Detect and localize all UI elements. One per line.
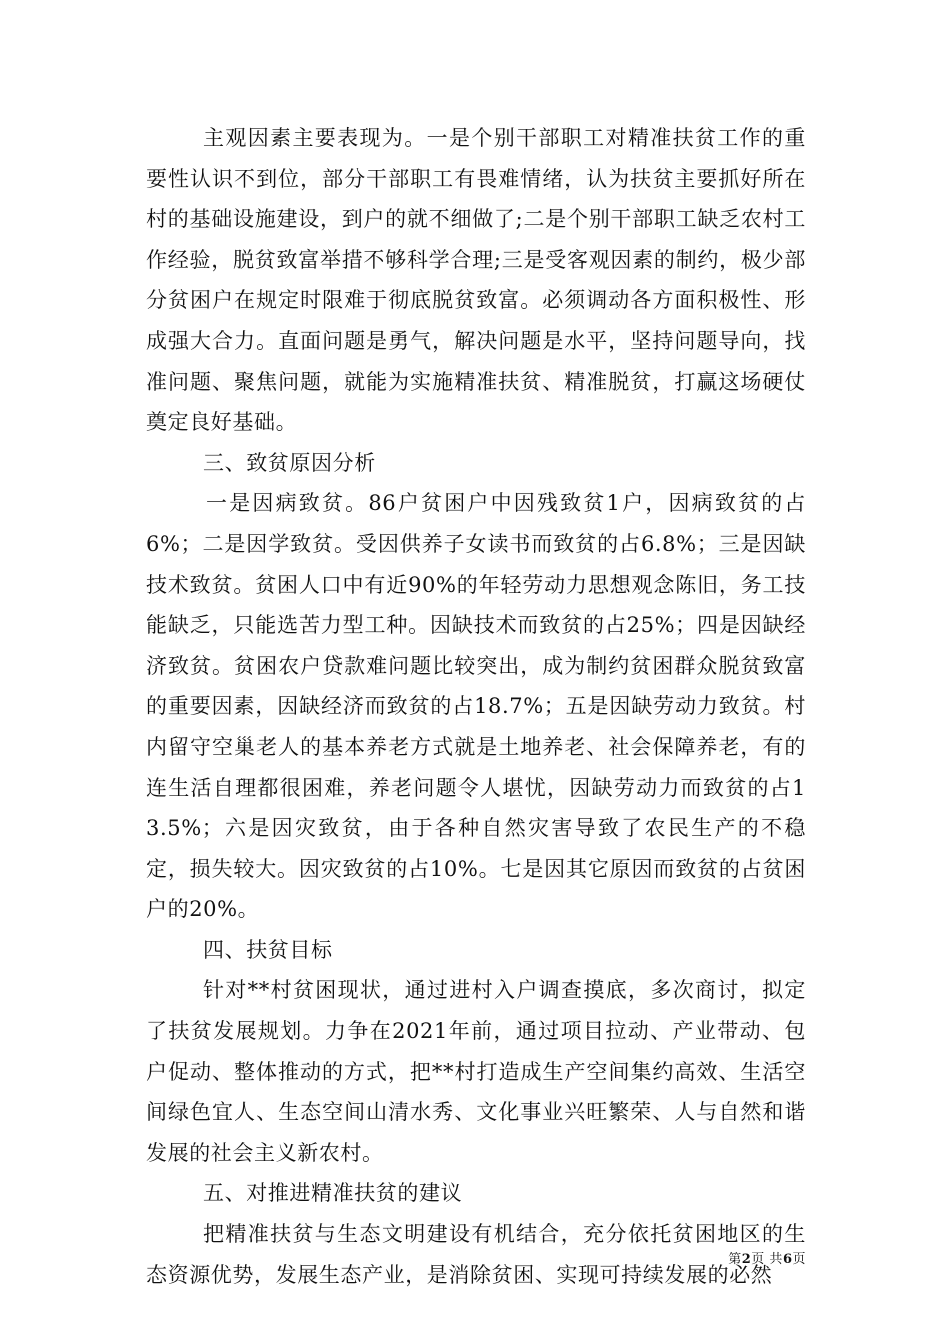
section-heading-poverty-goals: 四、扶贫目标: [203, 937, 333, 962]
page-number-footer: [728, 1248, 806, 1267]
document-body: [146, 118, 806, 1295]
paragraph-poverty-causes: 一是因病致贫。86户贫困户中因残致贫1户，因病致贫的占6%；二是因学致贫。受因供养子女读书而致贫的占6.8%；三是因缺技术致贫。贫困人口中有近90%的年轻劳动力思想观念陈旧，务工技能缺乏，只能选苦力型工种。因缺技术而致贫的占25%；四是因缺经济致贫。贫困农户贷款难问题比较突出，成为制约贫困群众脱贫致富的重要因素，因缺经济而致贫的占18.7%；五是因缺劳动力致贫。村内留守空巢老人的基本养老方式就是土地养老、社会保障养老，有的连生活自理都很困难，养老问题令人堪忧，因缺劳动力而致贫的占13.5%；六是因灾致贫，由于各种自然灾害导致了农民生产的不稳定，损失较大。因灾致贫的占10%。七是因其它原因而致贫的占贫困户的20%。: [146, 491, 806, 922]
footer-total-pages: 6: [782, 1252, 793, 1267]
footer-prefix: 第: [728, 1252, 742, 1267]
footer-middle: 页 共: [751, 1252, 783, 1267]
paragraph-poverty-goals: 针对**村贫困现状，通过进村入户调查摸底，多次商讨，拟定了扶贫发展规划。力争在2021年前，通过项目拉动、产业带动、包户促动、整体推动的方式，把**村打造成生产空间集约高效、生活空间绿色宜人、生态空间山清水秀、文化事业兴旺繁荣、人与自然和谐发展的社会主义新农村。: [146, 978, 806, 1165]
footer-suffix: 页: [792, 1252, 806, 1267]
section-heading-suggestions: 五、对推进精准扶贫的建议: [203, 1181, 463, 1206]
footer-current-page: 2: [741, 1252, 752, 1267]
paragraph-suggestions: 把精准扶贫与生态文明建设有机结合，充分依托贫困地区的生态资源优势，发展生态产业，是消除贫困、实现可持续发展的必然: [146, 1222, 806, 1287]
section-heading-poverty-causes: 三、致贫原因分析: [203, 450, 376, 475]
paragraph-subjective-factors: 主观因素主要表现为。一是个别干部职工对精准扶贫工作的重要性认识不到位，部分干部职工有畏难情绪，认为扶贫主要抓好所在村的基础设施建设，到户的就不细做了;二是个别干部职工缺乏农村工作经验，脱贫致富举措不够科学合理;三是受客观因素的制约，极少部分贫困户在规定时限难于彻底脱贫致富。必须调动各方面积极性、形成强大合力。直面问题是勇气，解决问题是水平，坚持问题导向，找准问题、聚焦问题，就能为实施精准扶贫、精准脱贫，打赢这场硬仗奠定良好基础。: [146, 126, 806, 435]
